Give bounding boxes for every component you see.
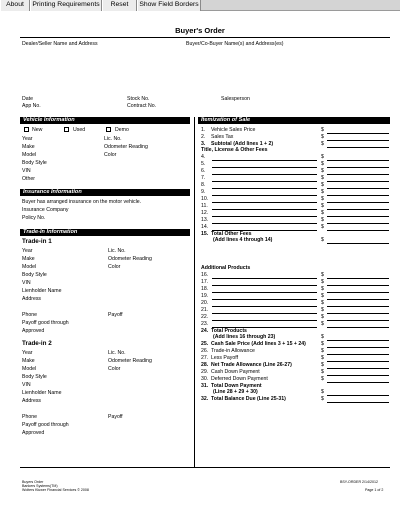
- bottom-rule: [20, 467, 390, 468]
- item-description-field[interactable]: [212, 181, 317, 182]
- t2-color-label: Color: [108, 366, 121, 372]
- item-description-field[interactable]: [212, 188, 317, 189]
- item-label: Cash Down Payment: [211, 369, 260, 375]
- vehicle-lic-no-label: Lic. No.: [104, 136, 122, 142]
- item-number: 22.: [201, 314, 209, 320]
- t1-address-label: Address: [22, 296, 42, 302]
- t2-payoff-label: Payoff: [108, 414, 123, 420]
- date-label: Date: [22, 96, 33, 102]
- t2-approved-label: Approved: [22, 430, 45, 436]
- item-number: 21.: [201, 307, 209, 313]
- item-label: Vehicle Sales Price: [211, 127, 256, 133]
- policy-no-label: Policy No.: [22, 215, 46, 221]
- printing-requirements-button[interactable]: Printing Requirements: [30, 0, 102, 11]
- additional-products-heading: Additional Products: [201, 265, 251, 271]
- dollar-sign: $: [321, 161, 324, 167]
- amount-field[interactable]: [327, 402, 389, 403]
- amount-field[interactable]: [327, 209, 389, 210]
- amount-field[interactable]: [327, 188, 389, 189]
- amount-field[interactable]: [327, 340, 389, 341]
- dollar-sign: $: [321, 210, 324, 216]
- item-description-field[interactable]: [212, 223, 317, 224]
- t2-odometer-label: Odometer Reading: [108, 358, 152, 364]
- dollar-sign: $: [321, 334, 324, 340]
- t1-model-label: Model: [22, 264, 37, 270]
- item-sublabel: (Add lines 4 through 14): [213, 237, 273, 243]
- form-title: Buyer's Order: [175, 26, 225, 35]
- item-number: 25.: [201, 341, 209, 347]
- item-description-field[interactable]: [212, 292, 317, 293]
- about-button[interactable]: About: [0, 0, 30, 11]
- item-label: Total Products: [211, 328, 247, 334]
- column-divider: [194, 117, 195, 467]
- t1-body-style-label: Body Style: [22, 272, 47, 278]
- title-rule: [20, 37, 390, 38]
- show-field-borders-button[interactable]: Show Field Borders: [137, 0, 201, 11]
- form-page: [0, 11, 400, 518]
- item-description-field[interactable]: [212, 278, 317, 279]
- item-description-field[interactable]: [212, 313, 317, 314]
- itemization-header: Itemization of Sale: [198, 117, 390, 124]
- amount-field[interactable]: [327, 243, 389, 244]
- t2-make-label: Make: [22, 358, 35, 364]
- item-description-field[interactable]: [212, 216, 317, 217]
- item-number: 4.: [201, 154, 206, 160]
- amount-field[interactable]: [327, 167, 389, 168]
- dollar-sign: $: [321, 217, 324, 223]
- item-number: 12.: [201, 210, 209, 216]
- dollar-sign: $: [321, 175, 324, 181]
- vehicle-color-label: Color: [104, 152, 117, 158]
- dollar-sign: $: [321, 154, 324, 160]
- t1-color-label: Color: [108, 264, 121, 270]
- item-number: 30.: [201, 376, 209, 382]
- footer-left-3: Wolters Kluwer Financial Services © 2008: [22, 488, 89, 492]
- item-description-field[interactable]: [212, 285, 317, 286]
- dollar-sign: $: [321, 369, 324, 375]
- amount-field[interactable]: [327, 147, 389, 148]
- amount-field[interactable]: [327, 292, 389, 293]
- t1-vin-label: VIN: [22, 280, 31, 286]
- item-number: 32.: [201, 396, 209, 402]
- new-checkbox[interactable]: [24, 127, 29, 132]
- vehicle-model-label: Model: [22, 152, 37, 158]
- t1-phone-label: Phone: [22, 312, 38, 318]
- insurance-statement: Buyer has arranged insurance on the motor vehicle.: [22, 199, 142, 205]
- dollar-sign: $: [321, 189, 324, 195]
- trade-in-1-title: Trade-in 1: [22, 238, 52, 245]
- reset-button[interactable]: Reset: [102, 0, 137, 11]
- amount-field[interactable]: [327, 320, 389, 321]
- dollar-sign: $: [321, 196, 324, 202]
- dollar-sign: $: [321, 396, 324, 402]
- amount-field[interactable]: [327, 299, 389, 300]
- item-number: 31.: [201, 383, 209, 389]
- demo-label: Demo: [115, 127, 129, 133]
- amount-field[interactable]: [327, 195, 389, 196]
- t1-odometer-label: Odometer Reading: [108, 256, 152, 262]
- contract-no-label: Contract No.: [127, 103, 157, 109]
- item-number: 23.: [201, 321, 209, 327]
- item-number: 7.: [201, 175, 206, 181]
- tradein-info-header: Trade-In Information: [20, 229, 190, 236]
- item-label: Less Payoff: [211, 355, 239, 361]
- t2-model-label: Model: [22, 366, 37, 372]
- t2-year-label: Year: [22, 350, 33, 356]
- amount-field[interactable]: [327, 230, 389, 231]
- dollar-sign: $: [321, 348, 324, 354]
- vehicle-make-label: Make: [22, 144, 35, 150]
- dollar-sign: $: [321, 168, 324, 174]
- item-number: 17.: [201, 279, 209, 285]
- dollar-sign: $: [321, 307, 324, 313]
- dollar-sign: $: [321, 362, 324, 368]
- amount-field[interactable]: [327, 368, 389, 369]
- item-description-field[interactable]: [212, 299, 317, 300]
- title-fees-heading: Title, License & Other Fees: [201, 147, 268, 153]
- footer-form-id: BSY-ORDER 2/14/2012: [340, 480, 379, 484]
- dollar-sign: $: [321, 376, 324, 382]
- item-number: 24.: [201, 328, 209, 334]
- dollar-sign: $: [321, 279, 324, 285]
- new-label: New: [32, 127, 43, 133]
- item-label: Total Other Fees: [211, 231, 252, 237]
- salesperson-label: Salesperson: [221, 96, 250, 102]
- trade-in-2-title: Trade-in 2: [22, 340, 52, 347]
- item-label: Deferred Down Payment: [211, 376, 268, 382]
- dollar-sign: $: [321, 141, 324, 147]
- demo-checkbox[interactable]: [106, 127, 111, 132]
- t2-phone-label: Phone: [22, 414, 38, 420]
- amount-field[interactable]: [327, 361, 389, 362]
- amount-field[interactable]: [327, 140, 389, 141]
- item-label: Subtotal (Add lines 1 + 2): [211, 141, 274, 147]
- t1-approved-label: Approved: [22, 328, 45, 334]
- amount-field[interactable]: [327, 382, 389, 383]
- dollar-sign: $: [321, 389, 324, 395]
- dollar-sign: $: [321, 134, 324, 140]
- item-label: Net Trade Allowance (Line 26-27): [211, 362, 292, 368]
- item-label: Total Balance Due (Line 25-31): [211, 396, 286, 402]
- item-number: 20.: [201, 300, 209, 306]
- app-no-label: App No.: [22, 103, 41, 109]
- t1-make-label: Make: [22, 256, 35, 262]
- vehicle-odometer-label: Odometer Reading: [104, 144, 148, 150]
- vehicle-body-style-label: Body Style: [22, 160, 47, 166]
- dollar-sign: $: [321, 341, 324, 347]
- footer-page-number: Page 1 of 2: [365, 488, 384, 492]
- dollar-sign: $: [321, 321, 324, 327]
- item-label: Total Down Payment: [211, 383, 262, 389]
- amount-field[interactable]: [327, 306, 389, 307]
- amount-field[interactable]: [327, 347, 389, 348]
- item-description-field[interactable]: [212, 195, 317, 196]
- vehicle-other-label: Other: [22, 176, 35, 182]
- dollar-sign: $: [321, 293, 324, 299]
- dollar-sign: $: [321, 182, 324, 188]
- item-sublabel: (Line 28 + 29 + 30): [213, 389, 258, 395]
- amount-field[interactable]: [327, 202, 389, 203]
- footer-left-2: Bankers Systems(TM): [22, 484, 58, 488]
- item-number: 19.: [201, 293, 209, 299]
- t2-lienholder-label: Lienholder Name: [22, 390, 62, 396]
- vehicle-vin-label: VIN: [22, 168, 31, 174]
- item-label: Trade-in Allowance: [211, 348, 255, 354]
- dollar-sign: $: [321, 314, 324, 320]
- amount-field[interactable]: [327, 375, 389, 376]
- dollar-sign: $: [321, 300, 324, 306]
- t1-good-through-label: Payoff good through: [22, 320, 69, 326]
- buyer-label: Buyer/Co-Buyer Name(s) and Address(es): [186, 41, 284, 47]
- dollar-sign: $: [321, 355, 324, 361]
- item-number: 11.: [201, 203, 208, 209]
- item-number: 13.: [201, 217, 209, 223]
- amount-field[interactable]: [327, 395, 389, 396]
- t2-lic-no-label: Lic. No.: [108, 350, 126, 356]
- insurance-info-header: Insurance Information: [20, 189, 190, 196]
- t2-body-style-label: Body Style: [22, 374, 47, 380]
- stock-no-label: Stock No.: [127, 96, 150, 102]
- amount-field[interactable]: [327, 181, 389, 182]
- dealer-label: Dealer/Seller Name and Address: [22, 41, 98, 47]
- dollar-sign: $: [321, 224, 324, 230]
- t1-lic-no-label: Lic. No.: [108, 248, 126, 254]
- item-number: 3.: [201, 141, 206, 147]
- item-description-field[interactable]: [212, 167, 317, 168]
- t1-payoff-label: Payoff: [108, 312, 123, 318]
- amount-field[interactable]: [327, 313, 389, 314]
- t1-lienholder-label: Lienholder Name: [22, 288, 62, 294]
- item-description-field[interactable]: [212, 202, 317, 203]
- item-description-field[interactable]: [212, 160, 317, 161]
- item-number: 27.: [201, 355, 209, 361]
- item-number: 29.: [201, 369, 209, 375]
- item-number: 16.: [201, 272, 209, 278]
- amount-field[interactable]: [327, 174, 389, 175]
- item-sublabel: (Add lines 16 through 23): [213, 334, 276, 340]
- item-number: 9.: [201, 189, 206, 195]
- used-label: Used: [73, 127, 86, 133]
- item-number: 26.: [201, 348, 209, 354]
- amount-field[interactable]: [327, 160, 389, 161]
- amount-field[interactable]: [327, 278, 389, 279]
- item-number: 18.: [201, 286, 209, 292]
- amount-field[interactable]: [327, 327, 389, 328]
- vehicle-info-header: Vehicle Information: [20, 117, 190, 124]
- t2-address-label: Address: [22, 398, 42, 404]
- item-number: 2.: [201, 134, 206, 140]
- item-description-field[interactable]: [212, 174, 317, 175]
- item-number: 10.: [201, 196, 209, 202]
- item-description-field[interactable]: [212, 209, 317, 210]
- t1-year-label: Year: [22, 248, 33, 254]
- dollar-sign: $: [321, 286, 324, 292]
- item-description-field[interactable]: [212, 320, 317, 321]
- item-number: 6.: [201, 168, 206, 174]
- footer-left-1: Buyers Order: [22, 480, 44, 484]
- t2-good-through-label: Payoff good through: [22, 422, 69, 428]
- item-number: 5.: [201, 161, 206, 167]
- insurance-company-label: Insurance Company: [22, 207, 69, 213]
- item-number: 14.: [201, 224, 209, 230]
- toolbar: [0, 0, 400, 11]
- amount-field[interactable]: [327, 216, 389, 217]
- vehicle-year-label: Year: [22, 136, 33, 142]
- amount-field[interactable]: [327, 354, 389, 355]
- used-checkbox[interactable]: [64, 127, 69, 132]
- item-number: 15.: [201, 231, 209, 237]
- item-number: 28.: [201, 362, 209, 368]
- amount-field[interactable]: [327, 223, 389, 224]
- item-number: 8.: [201, 182, 206, 188]
- dollar-sign: $: [321, 272, 324, 278]
- item-number: 1.: [201, 127, 206, 133]
- t2-vin-label: VIN: [22, 382, 31, 388]
- amount-field[interactable]: [327, 133, 389, 134]
- item-label: Sales Tax: [211, 134, 234, 140]
- item-description-field[interactable]: [212, 306, 317, 307]
- dollar-sign: $: [321, 203, 324, 209]
- item-label: Cash Sale Price (Add lines 3 + 15 + 24): [211, 341, 306, 347]
- dollar-sign: $: [321, 127, 324, 133]
- amount-field[interactable]: [327, 285, 389, 286]
- dollar-sign: $: [321, 237, 324, 243]
